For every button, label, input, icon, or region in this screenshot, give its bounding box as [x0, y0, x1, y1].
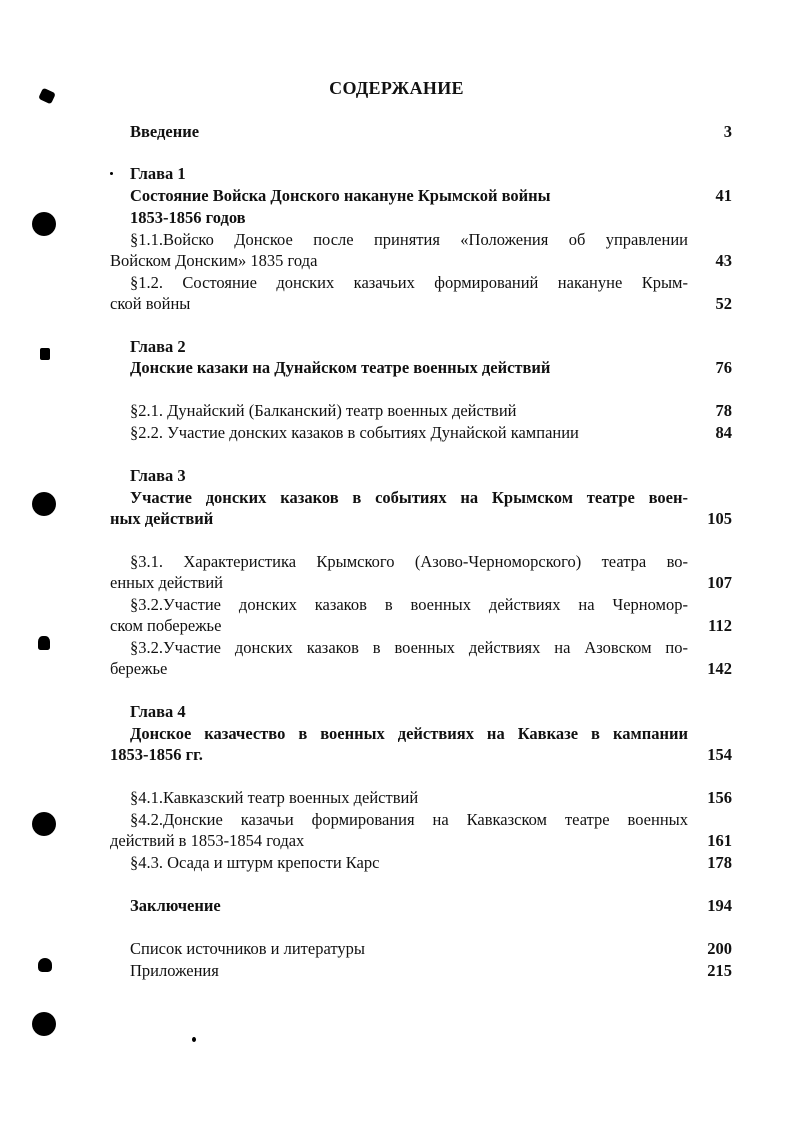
- section-4-3-page: 178: [707, 853, 732, 872]
- section-3-1-line1: §3.1. Характеристика Крымского (Азово-Черноморского) театра во-: [130, 552, 688, 571]
- toc-intro-label: Введение: [130, 122, 200, 141]
- section-1-1-page: 43: [715, 251, 732, 270]
- section-3-3-page: 142: [707, 659, 732, 678]
- section-3-2-page: 112: [708, 616, 732, 635]
- punch-hole: [32, 812, 56, 836]
- scan-speck: [192, 1037, 196, 1042]
- section-1-2-line2: ской войны: [110, 294, 191, 313]
- scan-speck: [110, 172, 113, 175]
- chapter-3-page: 105: [707, 509, 732, 528]
- chapter-3-title-line1: Участие донских казаков в событиях на Крымском театре воен-: [130, 488, 688, 507]
- chapter-3-heading: Глава 3: [130, 466, 186, 485]
- chapter-2-heading: Глава 2: [130, 337, 186, 356]
- toc-conclusion-page: 194: [707, 896, 732, 915]
- section-2-2: §2.2. Участие донских казаков в событиях Дунайской кампании: [130, 423, 579, 442]
- punch-hole: [32, 492, 56, 516]
- section-2-1: §2.1. Дунайский (Балканский) театр военных действий: [130, 401, 517, 420]
- chapter-1-title-line2: 1853-1856 годов: [130, 208, 246, 227]
- chapter-2-page: 76: [715, 358, 732, 377]
- section-4-1-page: 156: [707, 788, 732, 807]
- chapter-2-title-line1: Донские казаки на Дунайском театре военных действий: [130, 358, 551, 377]
- toc-appendix-label: Приложения: [130, 961, 219, 980]
- chapter-3-title-line2: ных действий: [110, 509, 214, 528]
- section-1-2-line1: §1.2. Состояние донских казачьих формирований накануне Крым-: [130, 273, 688, 292]
- toc-conclusion-label: Заключение: [130, 896, 221, 915]
- section-2-2-page: 84: [715, 423, 732, 442]
- section-4-3: §4.3. Осада и штурм крепости Карс: [130, 853, 380, 872]
- section-2-1-page: 78: [715, 401, 732, 420]
- section-1-1-line2: Войском Донским» 1835 года: [110, 251, 318, 270]
- toc-intro-page: 3: [723, 122, 732, 141]
- scan-speck: [38, 636, 50, 650]
- section-3-3-line2: бережье: [110, 659, 168, 678]
- section-1-2-page: 52: [715, 294, 732, 313]
- section-1-1-line1: §1.1.Войско Донское после принятия «Положения об управлении: [130, 230, 688, 249]
- scan-speck: [38, 958, 52, 972]
- section-4-2-line2: действий в 1853-1854 годах: [110, 831, 305, 850]
- section-4-2-page: 161: [707, 831, 732, 850]
- scan-speck: [40, 348, 50, 360]
- chapter-4-title-line2: 1853-1856 гг.: [110, 745, 203, 764]
- section-3-2-line2: ском побережье: [110, 616, 222, 635]
- chapter-1-title-line1: Состояние Войска Донского накануне Крымской войны: [130, 186, 551, 205]
- toc-sources-page: 200: [707, 939, 732, 958]
- punch-hole: [32, 212, 56, 236]
- section-4-2-line1: §4.2.Донские казачьи формирования на Кавказском театре военных: [130, 810, 688, 829]
- section-3-1-page: 107: [707, 573, 732, 592]
- chapter-1-page: 41: [715, 186, 732, 205]
- punch-hole: [32, 1012, 56, 1036]
- page-title: СОДЕРЖАНИЕ: [329, 78, 464, 98]
- chapter-1-heading: Глава 1: [130, 164, 186, 183]
- chapter-4-page: 154: [707, 745, 732, 764]
- section-4-1: §4.1.Кавказский театр военных действий: [130, 788, 419, 807]
- section-3-2-line1: §3.2.Участие донских казаков в военных действиях на Черномор-: [130, 595, 688, 614]
- chapter-4-heading: Глава 4: [130, 702, 186, 721]
- toc-appendix-page: 215: [707, 961, 732, 980]
- section-3-3-line1: §3.2.Участие донских казаков в военных действиях на Азовском по-: [130, 638, 688, 657]
- chapter-4-title-line1: Донское казачество в военных действиях на Кавказе в кампании: [130, 724, 688, 743]
- section-3-1-line2: енных действий: [110, 573, 223, 592]
- toc-sources-label: Список источников и литературы: [130, 939, 365, 958]
